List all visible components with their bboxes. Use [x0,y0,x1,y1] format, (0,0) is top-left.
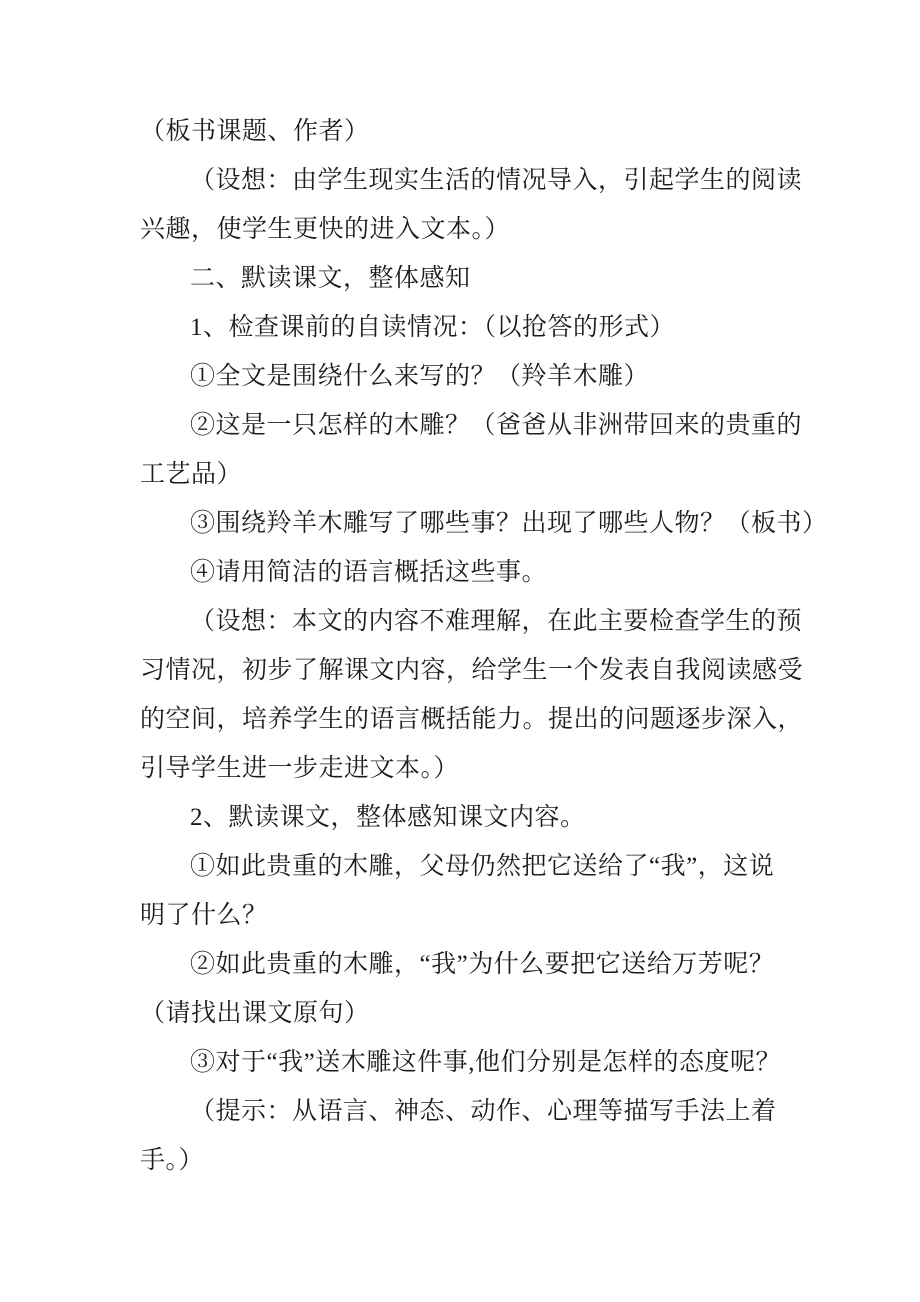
text-line: ②这是一只怎样的木雕？（爸爸从非洲带回来的贵重的 [190,412,803,439]
text-line: （设想：本文的内容不难理解，在此主要检查学生的预 [190,608,803,635]
text-line: （提示：从语言、神态、动作、心理等描写手法上着 [190,1098,777,1125]
text-line: 1、检查课前的自读情况：（以抢答的形式） [190,314,676,341]
text-line: 兴趣，使学生更快的进入文本。） [140,216,511,243]
text-line: 引导学生进一步走进文本。） [140,755,460,782]
text-line: （请找出课文原句） [140,1000,370,1027]
text-line: ③对于“我”送木雕这件事,他们分别是怎样的态度呢？ [190,1049,781,1076]
text-line: ①全文是围绕什么来写的？（羚羊木雕） [190,363,650,390]
text-line: ④请用简洁的语言概括这些事。 [190,559,548,586]
text-line: 习情况，初步了解课文内容，给学生一个发表自我阅读感受 [140,657,804,684]
text-line: ②如此贵重的木雕，“我”为什么要把它送给万芳呢？ [190,951,775,978]
text-line: 明了什么？ [140,902,268,929]
text-line: （设想：由学生现实生活的情况导入，引起学生的阅读 [190,167,803,194]
document-body [140,107,828,1185]
text-line: ③围绕羚羊木雕写了哪些事？出现了哪些人物？（板书） [190,510,828,537]
text-line: 的空间，培养学生的语言概括能力。提出的问题逐步深入， [140,706,804,733]
text-line: （板书课题、作者） [140,118,370,145]
text-line: 工艺品） [140,461,243,488]
text-line: ①如此贵重的木雕，父母仍然把它送给了“我”，这说 [190,853,775,880]
text-line: 手。） [140,1147,205,1174]
text-line: 2、默读课文，整体感知课文内容。 [190,804,586,831]
text-line: 二、默读课文，整体感知 [190,265,471,292]
